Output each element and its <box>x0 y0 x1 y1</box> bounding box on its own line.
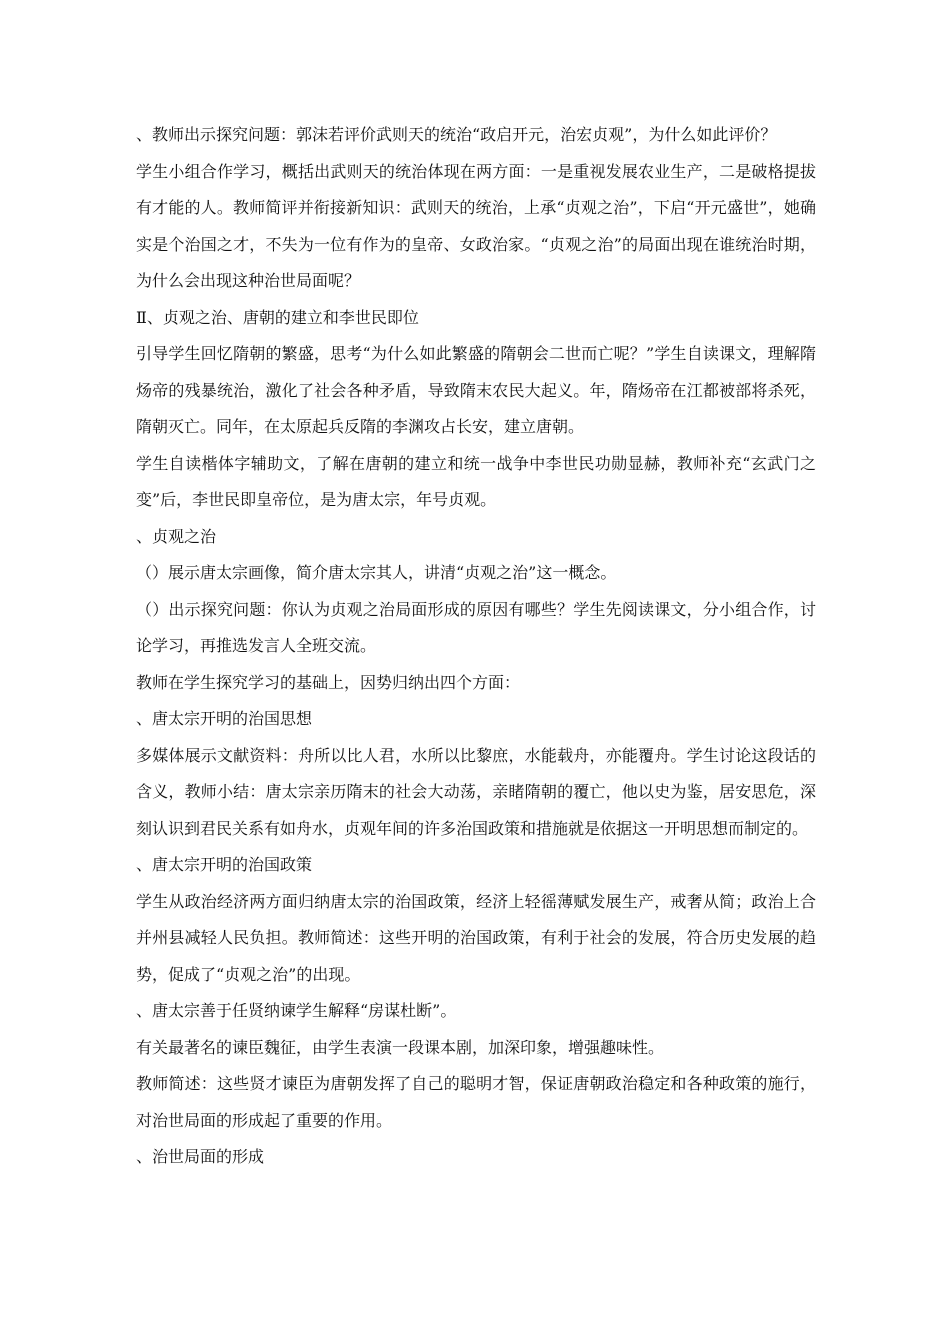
paragraph-lishimin: 学生自读楷体字辅助文，了解在唐朝的建立和统一战争中李世民功勋显赫，教师补充“玄武门之变”后，李世民即皇帝位，是为唐太宗，年号贞观。 <box>136 453 816 509</box>
section-heading-zhenguan: Ⅱ、贞观之治、唐朝的建立和李世民即位 <box>136 307 419 327</box>
paragraph-inquiry-question: （）出示探究问题：你认为贞观之治局面形成的原因有哪些？学生先阅读课文，分小组合作，讨论学习，再推选发言人全班交流。 <box>136 599 816 655</box>
subheading-governing-policy: 、唐太宗开明的治国政策 <box>136 855 313 874</box>
paragraph-question-wuzetian: 、教师出示探究问题：郭沫若评价武则天的统治“政启开元，治宏贞观”，为什么如此评价？ <box>136 125 777 144</box>
paragraph-four-aspects: 教师在学生探究学习的基础上，因势归纳出四个方面： <box>136 672 521 692</box>
subheading-zhenguan-zhizhi: 、贞观之治 <box>136 526 217 546</box>
paragraph-sui-fall: 引导学生回忆隋朝的繁盛，思考“为什么如此繁盛的隋朝会二世而亡呢？”学生自读课文，理解隋炀帝的残暴统治，激化了社会各种矛盾，导致隋末农民大起义。年，隋炀帝在江都被部将杀死，隋朝灭亡。同年，在太原起兵反隋的李渊攻占长安，建立唐朝。 <box>136 344 816 436</box>
paragraph-boat-water: 多媒体展示文献资料：舟所以比人君，水所以比黎庶，水能载舟，亦能覆舟。学生讨论这段话的含义，教师小结：唐太宗亲历隋末的社会大动荡，亲睹隋朝的覆亡，他以史为鉴，居安思危，深刻认识到君民关系有如舟水，贞观年间的许多治国政策和措施就是依据这一开明思想而制定的。 <box>136 745 816 838</box>
subheading-prosperity-formation: 、治世局面的形成 <box>136 1147 265 1166</box>
paragraph-weizheng: 有关最著名的谏臣魏征，由学生表演一段课本剧，加深印象，增强趣味性。 <box>136 1037 665 1057</box>
paragraph-teacher-brief: 教师简述：这些贤才谏臣为唐朝发挥了自己的聪明才智，保证唐朝政治稳定和各种政策的施行，对治世局面的形成起了重要的作用。 <box>136 1074 816 1130</box>
document-body <box>136 117 816 1176</box>
paragraph-wuzetian-summary: 学生小组合作学习，概括出武则天的统治体现在两方面：一是重视发展农业生产，二是破格提拔有才能的人。教师简评并衔接新知识：武则天的统治，上承“贞观之治”，下启“开元盛世”，她确实是个治国之才，不失为一位有作为的皇帝、女政治家。“贞观之治”的局面出现在谁统治时期，为什么会出现这种治世局面呢？ <box>136 161 816 290</box>
subheading-governing-thought: 、唐太宗开明的治国思想 <box>136 709 313 728</box>
paragraph-taizong-portrait: （）展示唐太宗画像，简介唐太宗其人，讲清“贞观之治”这一概念。 <box>136 563 617 582</box>
subheading-talent-advice: 、唐太宗善于任贤纳谏学生解释“房谋杜断”。 <box>136 1001 457 1020</box>
paragraph-policy-summary: 学生从政治经济两方面归纳唐太宗的治国政策，经济上轻徭薄赋发展生产，戒奢从简；政治上合并州县减轻人民负担。教师简述：这些开明的治国政策，有利于社会的发展，符合历史发展的趋势，促成了“贞观之治”的出现。 <box>136 891 816 984</box>
